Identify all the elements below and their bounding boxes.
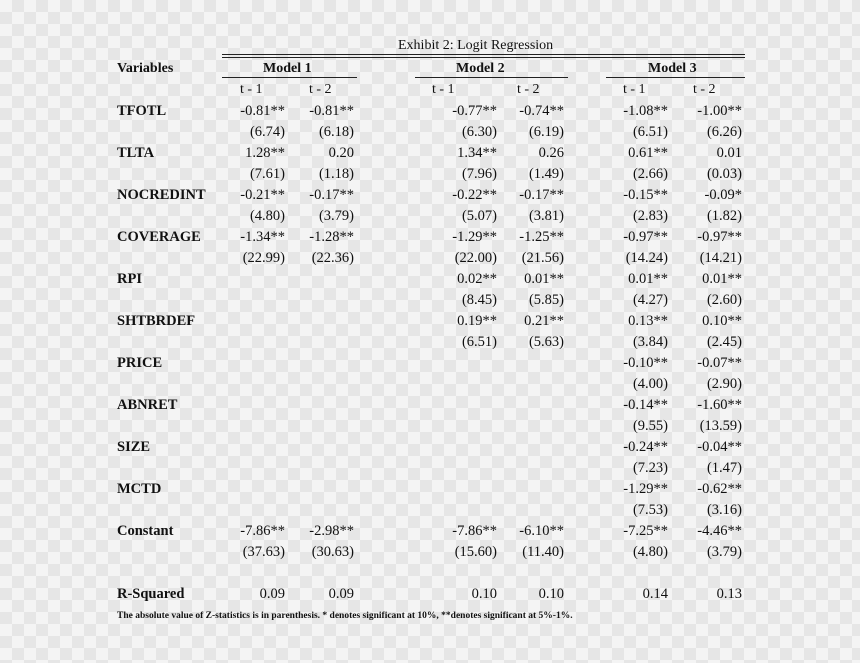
title-rule-bottom xyxy=(222,57,745,58)
zstat-tlta-m1-t2: (1.18) xyxy=(318,166,354,182)
variable-label-constant: Constant xyxy=(117,523,174,539)
coef-constant-m1-t2: -2.98** xyxy=(309,523,354,539)
zstat-constant-m3-t1: (4.80) xyxy=(632,544,668,560)
period-header-m1-t1: t - 1 xyxy=(240,82,263,97)
coef-mctd-m3-t2: -0.62** xyxy=(697,481,742,497)
zstat-rpi-m2-t1: (8.45) xyxy=(461,292,497,308)
zstat-tfotl-m1-t1: (6.74) xyxy=(249,124,285,140)
coef-nocredint-m2-t1: -0.22** xyxy=(452,187,497,203)
table-title: Exhibit 2: Logit Regression xyxy=(398,38,554,53)
zstat-size-m3-t1: (7.23) xyxy=(632,460,668,476)
coef-shtbrdef-m2-t1: 0.19** xyxy=(457,313,497,329)
model-1-rule xyxy=(222,77,357,78)
coef-coverage-m3-t1: -0.97** xyxy=(623,229,668,245)
coef-nocredint-m3-t2: -0.09* xyxy=(704,187,742,203)
coef-size-m3-t2: -0.04** xyxy=(697,439,742,455)
zstat-coverage-m1-t2: (22.36) xyxy=(311,250,354,266)
zstat-mctd-m3-t2: (3.16) xyxy=(706,502,742,518)
coef-price-m3-t2: -0.07** xyxy=(697,355,742,371)
rsquared-m1-t1: 0.09 xyxy=(259,586,285,602)
coef-coverage-m1-t2: -1.28** xyxy=(309,229,354,245)
variables-header: Variables xyxy=(117,61,174,76)
variable-label-mctd: MCTD xyxy=(117,481,162,497)
zstat-nocredint-m1-t2: (3.79) xyxy=(318,208,354,224)
zstat-tfotl-m3-t2: (6.26) xyxy=(706,124,742,140)
zstat-tlta-m2-t1: (7.96) xyxy=(461,166,497,182)
coef-rpi-m2-t1: 0.02** xyxy=(457,271,497,287)
zstat-abnret-m3-t1: (9.55) xyxy=(632,418,668,434)
coef-tfotl-m3-t1: -1.08** xyxy=(623,103,668,119)
model-3-rule xyxy=(606,77,745,78)
rsquared-m3-t1: 0.14 xyxy=(642,586,668,602)
coef-tfotl-m3-t2: -1.00** xyxy=(697,103,742,119)
coef-constant-m2-t1: -7.86** xyxy=(452,523,497,539)
variable-label-nocredint: NOCREDINT xyxy=(117,187,206,203)
zstat-size-m3-t2: (1.47) xyxy=(706,460,742,476)
coef-constant-m1-t1: -7.86** xyxy=(240,523,285,539)
coef-nocredint-m2-t2: -0.17** xyxy=(519,187,564,203)
coef-mctd-m3-t1: -1.29** xyxy=(623,481,668,497)
zstat-nocredint-m2-t2: (3.81) xyxy=(528,208,564,224)
zstat-shtbrdef-m3-t1: (3.84) xyxy=(632,334,668,350)
rsquared-label: R-Squared xyxy=(117,586,185,602)
model-1-header: Model 1 xyxy=(263,61,312,76)
coef-abnret-m3-t1: -0.14** xyxy=(623,397,668,413)
zstat-price-m3-t1: (4.00) xyxy=(632,376,668,392)
coef-size-m3-t1: -0.24** xyxy=(623,439,668,455)
coef-tlta-m3-t2: 0.01 xyxy=(716,145,742,161)
period-header-m3-t2: t - 2 xyxy=(693,82,716,97)
zstat-coverage-m3-t2: (14.21) xyxy=(699,250,742,266)
coef-tlta-m3-t1: 0.61** xyxy=(628,145,668,161)
coef-tfotl-m1-t2: -0.81** xyxy=(309,103,354,119)
coef-tlta-m1-t2: 0.20 xyxy=(328,145,354,161)
period-header-m1-t2: t - 2 xyxy=(309,82,332,97)
zstat-nocredint-m3-t1: (2.83) xyxy=(632,208,668,224)
variable-label-tfotl: TFOTL xyxy=(117,103,167,119)
coef-tlta-m2-t2: 0.26 xyxy=(538,145,564,161)
zstat-tfotl-m1-t2: (6.18) xyxy=(318,124,354,140)
zstat-shtbrdef-m2-t2: (5.63) xyxy=(528,334,564,350)
zstat-mctd-m3-t1: (7.53) xyxy=(632,502,668,518)
coef-tlta-m1-t1: 1.28** xyxy=(245,145,285,161)
model-3-header: Model 3 xyxy=(648,61,697,76)
coef-rpi-m2-t2: 0.01** xyxy=(524,271,564,287)
coef-abnret-m3-t2: -1.60** xyxy=(697,397,742,413)
zstat-constant-m1-t1: (37.63) xyxy=(242,544,285,560)
zstat-rpi-m3-t1: (4.27) xyxy=(632,292,668,308)
variable-label-coverage: COVERAGE xyxy=(117,229,201,245)
model-2-rule xyxy=(415,77,568,78)
zstat-tfotl-m3-t1: (6.51) xyxy=(632,124,668,140)
zstat-rpi-m3-t2: (2.60) xyxy=(706,292,742,308)
title-rule-top xyxy=(222,54,745,55)
zstat-tlta-m2-t2: (1.49) xyxy=(528,166,564,182)
coef-shtbrdef-m2-t2: 0.21** xyxy=(524,313,564,329)
zstat-constant-m2-t1: (15.60) xyxy=(454,544,497,560)
model-2-header: Model 2 xyxy=(456,61,505,76)
coef-tfotl-m1-t1: -0.81** xyxy=(240,103,285,119)
zstat-coverage-m3-t1: (14.24) xyxy=(625,250,668,266)
zstat-price-m3-t2: (2.90) xyxy=(706,376,742,392)
coef-shtbrdef-m3-t2: 0.10** xyxy=(702,313,742,329)
zstat-constant-m3-t2: (3.79) xyxy=(706,544,742,560)
coef-nocredint-m1-t2: -0.17** xyxy=(309,187,354,203)
variable-label-abnret: ABNRET xyxy=(117,397,178,413)
zstat-constant-m1-t2: (30.63) xyxy=(311,544,354,560)
coef-coverage-m3-t2: -0.97** xyxy=(697,229,742,245)
zstat-nocredint-m3-t2: (1.82) xyxy=(706,208,742,224)
zstat-nocredint-m2-t1: (5.07) xyxy=(461,208,497,224)
zstat-shtbrdef-m2-t1: (6.51) xyxy=(461,334,497,350)
rsquared-m1-t2: 0.09 xyxy=(328,586,354,602)
zstat-coverage-m2-t2: (21.56) xyxy=(521,250,564,266)
coef-constant-m3-t1: -7.25** xyxy=(623,523,668,539)
table-footnote: The absolute value of Z-statistics is in parenthesis. * denotes significant at 10%, **denotes significant at 5%-1%. xyxy=(117,611,573,621)
coef-coverage-m2-t2: -1.25** xyxy=(519,229,564,245)
zstat-constant-m2-t2: (11.40) xyxy=(522,544,564,560)
variable-label-rpi: RPI xyxy=(117,271,142,287)
coef-tfotl-m2-t1: -0.77** xyxy=(452,103,497,119)
coef-nocredint-m3-t1: -0.15** xyxy=(623,187,668,203)
coef-rpi-m3-t1: 0.01** xyxy=(628,271,668,287)
variable-label-size: SIZE xyxy=(117,439,151,455)
coef-coverage-m2-t1: -1.29** xyxy=(452,229,497,245)
rsquared-m2-t1: 0.10 xyxy=(471,586,497,602)
zstat-tlta-m3-t2: (0.03) xyxy=(706,166,742,182)
coef-tfotl-m2-t2: -0.74** xyxy=(519,103,564,119)
zstat-nocredint-m1-t1: (4.80) xyxy=(249,208,285,224)
zstat-coverage-m1-t1: (22.99) xyxy=(242,250,285,266)
coef-tlta-m2-t1: 1.34** xyxy=(457,145,497,161)
zstat-shtbrdef-m3-t2: (2.45) xyxy=(706,334,742,350)
zstat-rpi-m2-t2: (5.85) xyxy=(528,292,564,308)
variable-label-shtbrdef: SHTBRDEF xyxy=(117,313,196,329)
zstat-tlta-m3-t1: (2.66) xyxy=(632,166,668,182)
zstat-coverage-m2-t1: (22.00) xyxy=(454,250,497,266)
zstat-tfotl-m2-t2: (6.19) xyxy=(528,124,564,140)
period-header-m2-t2: t - 2 xyxy=(517,82,540,97)
period-header-m3-t1: t - 1 xyxy=(623,82,646,97)
coef-coverage-m1-t1: -1.34** xyxy=(240,229,285,245)
rsquared-m3-t2: 0.13 xyxy=(716,586,742,602)
zstat-tfotl-m2-t1: (6.30) xyxy=(461,124,497,140)
coef-rpi-m3-t2: 0.01** xyxy=(702,271,742,287)
variable-label-price: PRICE xyxy=(117,355,163,371)
variable-label-tlta: TLTA xyxy=(117,145,155,161)
period-header-m2-t1: t - 1 xyxy=(432,82,455,97)
coef-shtbrdef-m3-t1: 0.13** xyxy=(628,313,668,329)
rsquared-m2-t2: 0.10 xyxy=(538,586,564,602)
coef-price-m3-t1: -0.10** xyxy=(623,355,668,371)
coef-constant-m2-t2: -6.10** xyxy=(519,523,564,539)
coef-constant-m3-t2: -4.46** xyxy=(697,523,742,539)
coef-nocredint-m1-t1: -0.21** xyxy=(240,187,285,203)
zstat-tlta-m1-t1: (7.61) xyxy=(249,166,285,182)
zstat-abnret-m3-t2: (13.59) xyxy=(699,418,742,434)
